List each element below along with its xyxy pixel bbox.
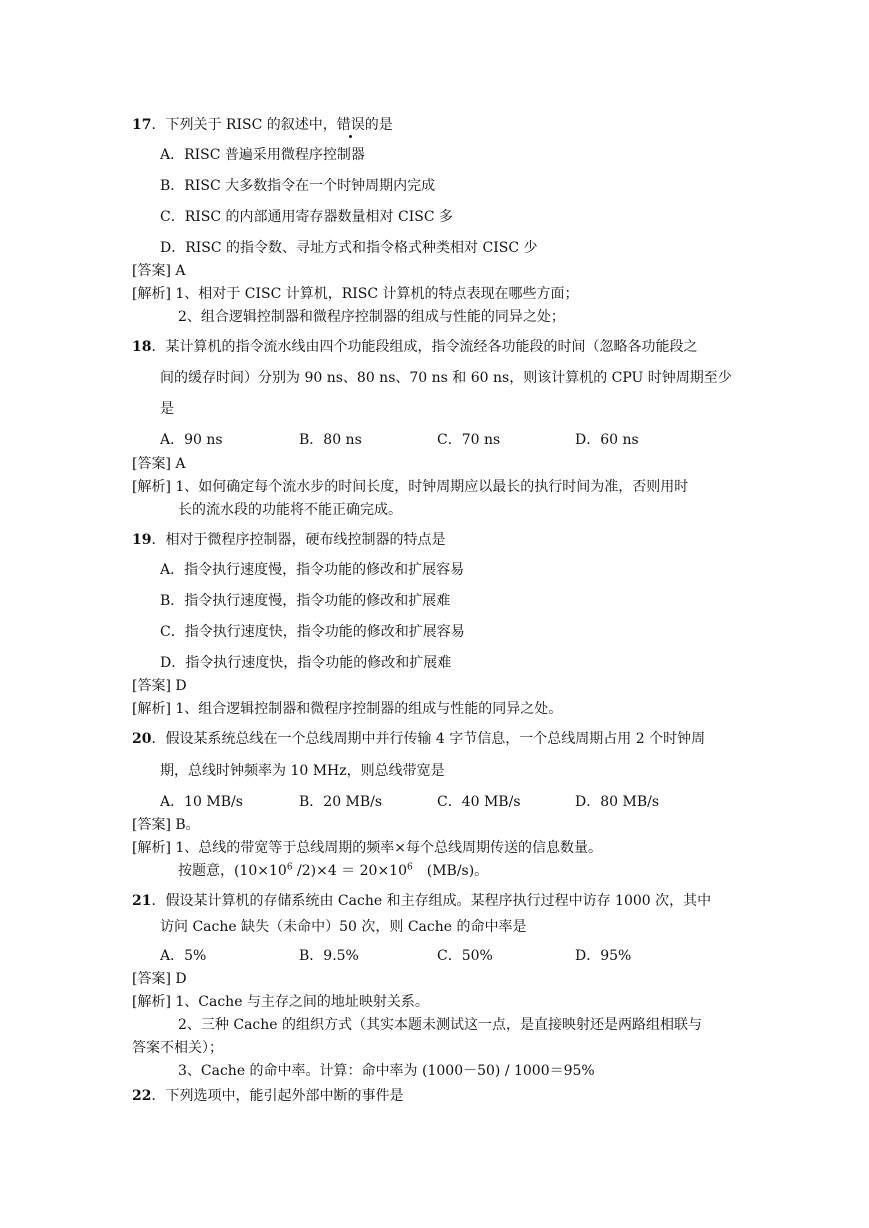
analysis-line: 长的流水段的功能将不能正确完成。: [178, 502, 402, 518]
option-b: B．9.5%: [299, 948, 359, 964]
analysis-line: [解析] 1、Cache 与主存之间的地址映射关系。: [132, 994, 429, 1010]
question-number: 20: [132, 731, 152, 747]
question-21-stem: 21．假设某计算机的存储系统由 Cache 和主存组成。某程序执行过程中访存 1000 次，其中: [132, 893, 712, 909]
option-a: A．5%: [160, 948, 207, 964]
analysis-line: 答案不相关）；: [132, 1040, 223, 1056]
analysis-line: [解析] 1、组合逻辑控制器和微程序控制器的组成与性能的同异之处。: [132, 701, 563, 717]
answer: [答案] D: [132, 678, 187, 694]
option-a: A．90 ns: [160, 432, 223, 448]
option-c: C．70 ns: [437, 432, 501, 448]
option-c: C．指令执行速度快，指令功能的修改和扩展容易: [160, 624, 465, 640]
option-d: D．95%: [575, 948, 632, 964]
answer: [答案] D: [132, 971, 187, 987]
option-d: D．60 ns: [575, 432, 639, 448]
option-b: B．指令执行速度慢，指令功能的修改和扩展难: [160, 593, 451, 609]
option-a: A．10 MB/s: [160, 794, 243, 810]
analysis-line: [解析] 1、相对于 CISC 计算机，RISC 计算机的特点表现在哪些方面；: [132, 286, 579, 302]
option-a: A．指令执行速度慢，指令功能的修改和扩展容易: [160, 562, 465, 578]
option-d: D．RISC 的指令数、寻址方式和指令格式种类相对 CISC 少: [160, 240, 538, 256]
analysis-line: [解析] 1、如何确定每个流水步的时间长度，时钟周期应以最长的执行时间为准，否则用时: [132, 479, 689, 495]
answer: [答案] A: [132, 263, 186, 279]
question-number: 17: [132, 117, 152, 133]
question-20-stem-cont: 期，总线时钟频率为 10 MHz，则总线带宽是: [160, 763, 445, 779]
question-18-stem-cont: 间的缓存时间）分别为 90 ns、80 ns、70 ns 和 60 ns，则该计算机的 CPU 时钟周期至少: [160, 370, 732, 386]
question-21-stem-cont: 访问 Cache 缺失（未命中）50 次，则 Cache 的命中率是: [160, 919, 527, 935]
option-b: B．80 ns: [299, 432, 362, 448]
option-c: C．40 MB/s: [437, 794, 521, 810]
option-d: D．指令执行速度快，指令功能的修改和扩展难: [160, 655, 452, 671]
question-number: 22: [132, 1088, 152, 1104]
question-20-stem: 20．假设某系统总线在一个总线周期中并行传输 4 字节信息，一个总线周期占用 2 个时钟周: [132, 731, 706, 747]
option-d: D．80 MB/s: [575, 794, 660, 810]
answer: [答案] B。: [132, 817, 200, 833]
option-c: C．50%: [437, 948, 493, 964]
analysis-line: [解析] 1、总线的带宽等于总线周期的频率×每个总线周期传送的信息数量。: [132, 840, 603, 856]
option-b: B．RISC 大多数指令在一个时钟周期内完成: [160, 178, 436, 194]
question-19-stem: 19．相对于微程序控制器，硬布线控制器的特点是: [132, 532, 446, 548]
question-number: 19: [132, 532, 152, 548]
emphasis-text: 错误: [336, 117, 365, 133]
analysis-line: 3、Cache 的命中率。计算：命中率为 (1000－50) / 1000＝95%: [178, 1063, 595, 1079]
option-b: B．20 MB/s: [299, 794, 383, 810]
option-c: C．RISC 的内部通用寄存器数量相对 CISC 多: [160, 209, 453, 225]
question-22-stem: 22．下列选项中，能引起外部中断的事件是: [132, 1088, 404, 1104]
question-number: 21: [132, 893, 152, 909]
question-17-stem: 17．下列关于 RISC 的叙述中，错误的是: [132, 117, 393, 133]
analysis-line: 2、三种 Cache 的组织方式（其实本题未测试这一点，是直接映射还是两路组相联与: [178, 1017, 703, 1033]
calculation-line: 按题意，($10\times 10^6$ $/2)\times 4 = 20\times 10^6$ (MB/s)。: [178, 862, 489, 879]
question-number: 18: [132, 339, 152, 355]
question-18-stem-cont: 是: [160, 401, 174, 417]
option-a: A．RISC 普遍采用微程序控制器: [160, 147, 365, 163]
analysis-line: 2、组合逻辑控制器和微程序控制器的组成与性能的同异之处；: [178, 309, 565, 325]
question-18-stem: 18．某计算机的指令流水线由四个功能段组成，指令流经各功能段的时间（忽略各功能段之: [132, 339, 698, 355]
answer: [答案] A: [132, 456, 186, 472]
